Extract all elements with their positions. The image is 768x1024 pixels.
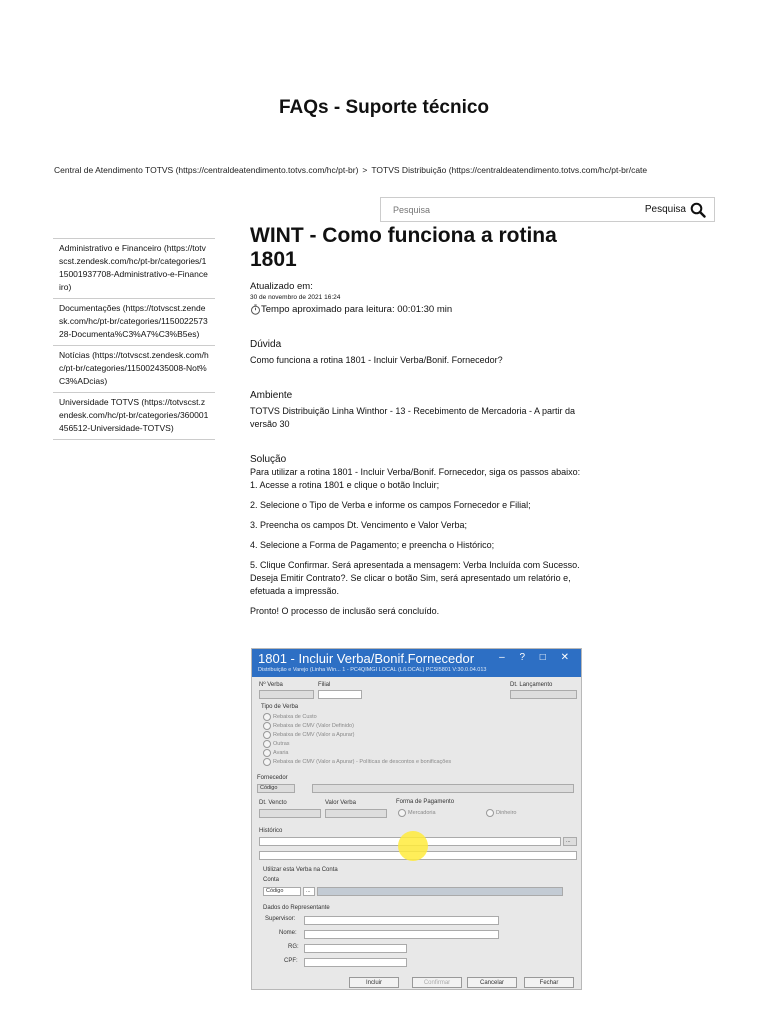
historico-label: Histórico — [259, 828, 283, 834]
step-3: 3. Preencha os campos Dt. Vencimento e Valor Verba; — [250, 520, 467, 530]
valor-verba-label: Valor Verba — [325, 800, 356, 806]
radio-icon — [398, 809, 406, 817]
tipo-option-label: Outras — [273, 741, 290, 747]
step-done: Pronto! O processo de inclusão será concluído. — [250, 606, 440, 616]
radio-icon — [263, 740, 271, 748]
filial-field — [318, 690, 362, 699]
nr-verba-field — [259, 690, 314, 699]
mercadoria-label: Mercadoria — [408, 810, 436, 816]
sidebar-item-universidade[interactable]: Universidade TOTVS (https://totvscst.zendesk.com/hc/pt-br/categories/360001456512-Universidade-TOTVS) — [53, 392, 215, 440]
radio-icon — [263, 731, 271, 739]
breadcrumb — [54, 165, 768, 175]
page-title: FAQs - Suporte técnico — [278, 97, 490, 118]
tipo-option-label: Avaria — [273, 750, 289, 756]
dados-representante-label: Dados do Representante — [263, 905, 330, 911]
radio-icon — [263, 722, 271, 730]
rg-field — [304, 944, 407, 953]
tipo-option — [263, 758, 451, 766]
window-subtitle: Distribuição e Varejo (Linha Win... 1 - PC4QIMGI LOCAL (L/LOCAL) PCSI5801 V:30.0.04.013 — [258, 667, 487, 673]
window-title-bar — [252, 649, 581, 677]
tipo-option-label: Rebaixa de CMV (Valor Definido) — [273, 723, 354, 729]
read-time-text: Tempo aproximado para leitura: 00:01:30 min — [261, 304, 453, 315]
dinheiro-label: Dinheiro — [496, 810, 517, 816]
cpf-label: CPF: — [284, 958, 298, 964]
forma-pagamento-label: Forma de Pagamento — [396, 799, 455, 805]
cpf-field — [304, 958, 407, 967]
dinheiro-radio — [486, 809, 516, 817]
search-icon — [690, 202, 706, 218]
article — [250, 224, 595, 618]
mercadoria-radio — [398, 809, 436, 817]
valor-verba-field — [325, 809, 387, 818]
tipo-option-label: Rebaixa de CMV (Valor a Apurar) — [273, 732, 355, 738]
fechar-button: Fechar — [524, 977, 574, 988]
nome-label: Nome: — [279, 930, 297, 936]
radio-icon — [486, 809, 494, 817]
conta-name-field — [317, 887, 563, 896]
fornecedor-label: Fornecedor — [257, 775, 288, 781]
nome-field — [304, 930, 499, 939]
tipo-option-label: Rebaixa de Custo — [273, 714, 317, 720]
search-bar — [380, 197, 715, 222]
tipo-option-label: Rebaixa de CMV (Valor a Apurar) - Políticas de descontos e bonificações — [273, 759, 452, 765]
step-1: 1. Acesse a rotina 1801 e clique o botão Incluir; — [250, 480, 440, 490]
supervisor-field — [304, 916, 499, 925]
supervisor-label: Supervisor: — [265, 916, 296, 922]
ambiente-body: TOTVS Distribuição Linha Winthor - 13 - Recebimento de Mercadoria - A partir da versão 30 — [250, 406, 575, 429]
dt-vencto-field — [259, 809, 321, 818]
duvida-heading: Dúvida — [250, 339, 282, 350]
breadcrumb-link-distribuicao[interactable]: TOTVS Distribuição (https://centraldeatendimento.totvs.com/hc/pt-br/cate — [371, 165, 648, 175]
sidebar-item-administrativo[interactable]: Administrativo e Financeiro (https://totvscst.zendesk.com/hc/pt-br/categories/115001937708-Administrativo-e-Financeiro) — [53, 238, 215, 298]
sidebar-item-noticias[interactable]: Notícias (https://totvscst.zendesk.com/hc/pt-br/categories/115002435008-Not%C3%ADcias) — [53, 345, 215, 392]
confirmar-button: Confirmar — [412, 977, 462, 988]
sidebar-item-documentacoes[interactable]: Documentações (https://totvscst.zendesk.com/hc/pt-br/categories/115002257328-Documenta%C3%A7%C3%B5es) — [53, 298, 215, 345]
breadcrumb-separator: > — [362, 165, 368, 175]
article-title: WINT - Como funciona a rotina 1801 — [250, 224, 557, 271]
updated-label: Atualizado em: — [250, 281, 313, 292]
conta-code-field: Código — [263, 887, 301, 896]
search-button-label: Pesquisa — [644, 204, 686, 215]
breadcrumb-link-central[interactable]: Central de Atendimento TOTVS (https://centraldeatendimento.totvs.com/hc/pt-br) — [54, 165, 359, 175]
updated-date: 30 de novembro de 2021 16:24 — [250, 294, 341, 301]
utilizar-conta-label: Utilizar esta Verba na Conta — [263, 867, 338, 873]
read-time — [250, 303, 595, 316]
filial-label: Filial — [318, 682, 331, 688]
conta-label: Conta — [263, 877, 280, 883]
tipo-verba-label: Tipo de Verba — [261, 704, 299, 710]
nr-verba-label: Nº Verba — [259, 682, 283, 688]
window-controls: – ? □ ✕ — [499, 652, 575, 663]
dt-vencto-label: Dt. Vencto — [259, 800, 287, 806]
tipo-option — [263, 740, 290, 748]
solucao-heading: Solução — [250, 454, 287, 465]
sidebar — [53, 238, 215, 440]
tipo-option — [263, 731, 355, 739]
tipo-option — [263, 722, 354, 730]
step-2: 2. Selecione o Tipo de Verba e informe os campos Fornecedor e Filial; — [250, 500, 531, 510]
tipo-option — [263, 713, 317, 721]
radio-icon — [263, 713, 271, 721]
radio-icon — [263, 749, 271, 757]
ambiente-heading: Ambiente — [250, 390, 293, 401]
conta-lookup: ... — [303, 887, 315, 896]
search-button[interactable] — [645, 202, 714, 218]
fornecedor-name-field — [312, 784, 574, 793]
step-4: 4. Selecione a Forma de Pagamento; e preencha o Histórico; — [250, 540, 495, 550]
incluir-button: Incluir — [349, 977, 399, 988]
dt-lancamento-label: Dt. Lançamento — [510, 682, 553, 688]
dt-lancamento-field — [510, 690, 577, 699]
step-5: 5. Clique Confirmar. Será apresentada a mensagem: Verba Incluída com Sucesso. Deseja Emitir Contrato?. Se clicar o botão Sim, será apresentado um relatório e, efetuada a impressão. — [250, 560, 580, 596]
tipo-option — [263, 749, 289, 757]
stopwatch-icon — [250, 304, 261, 315]
duvida-body: Como funciona a rotina 1801 - Incluir Verba/Bonif. Fornecedor? — [250, 355, 503, 365]
window-title: 1801 - Incluir Verba/Bonif.Fornecedor — [258, 651, 475, 666]
rg-label: RG: — [288, 944, 299, 950]
radio-icon — [263, 758, 271, 766]
fornecedor-code-field: Código — [257, 784, 295, 793]
cancelar-button: Cancelar — [467, 977, 517, 988]
click-highlight — [398, 831, 428, 861]
routine-1801-screenshot — [251, 648, 582, 990]
search-input[interactable] — [381, 204, 625, 216]
solucao-intro: Para utilizar a rotina 1801 - Incluir Verba/Bonif. Fornecedor, siga os passos abaixo: — [250, 467, 581, 477]
historico-lookup: ... — [563, 837, 577, 846]
